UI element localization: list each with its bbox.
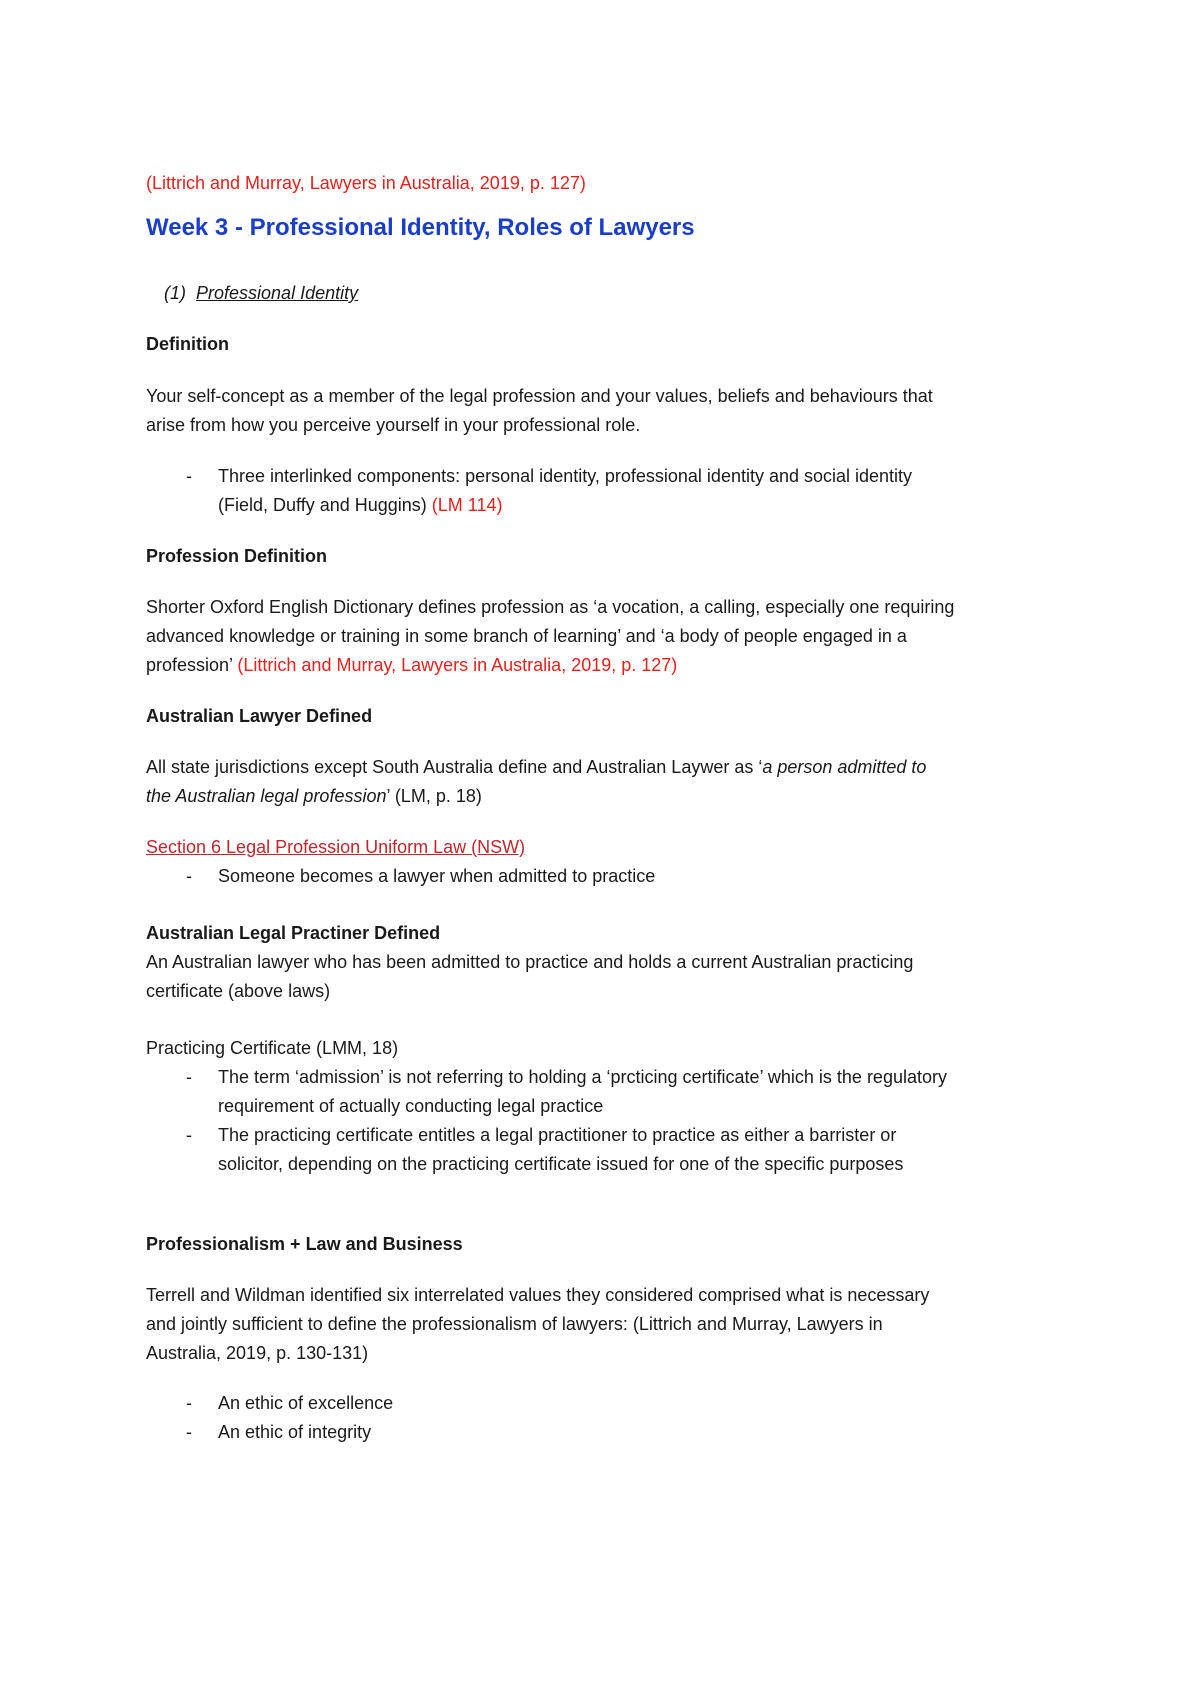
bullet-text: An ethic of excellence [218, 1393, 394, 1413]
section-number: (1) [164, 283, 186, 303]
quoted-definition: a person admitted to [762, 757, 927, 777]
bullet-text: The practicing certificate entitles a legal practitioner to practice as either a barrister or [218, 1125, 897, 1145]
legal-practitioner-heading: Australian Legal Practiner Defined [146, 923, 441, 943]
paragraph-line: advanced knowledge or training in some branch of learning’ and ‘a body of people engaged in a [146, 626, 907, 646]
bullet-continuation: requirement of actually conducting legal practice [218, 1096, 604, 1116]
australian-lawyer-heading: Australian Lawyer Defined [146, 706, 373, 726]
paragraph-line [146, 752, 926, 783]
paragraph-text: All state jurisdictions except South Australia define and Australian Laywer as ‘ [146, 757, 763, 777]
definition-heading: Definition [146, 334, 229, 354]
paragraph-line: certificate (above laws) [146, 981, 331, 1001]
bullet-text: Someone becomes a lawyer when admitted to practice [218, 866, 656, 886]
bullet-dash: - [186, 866, 192, 886]
paragraph-text: ’ (LM, p. 18) [386, 786, 482, 806]
paragraph-text: profession’ [146, 655, 233, 675]
bullet-text: (Field, Duffy and Huggins) [218, 495, 427, 515]
bullet-dash: - [186, 1067, 192, 1087]
bullet-dash: - [186, 1422, 192, 1442]
bullet-dash: - [186, 466, 192, 486]
bullet-continuation [218, 490, 503, 521]
section-label: Professional Identity [196, 283, 359, 303]
bullet-dash: - [186, 1125, 192, 1145]
professionalism-heading: Professionalism + Law and Business [146, 1234, 463, 1254]
bullet-text: The term ‘admission’ is not referring to holding a ‘prcticing certificate’ which is the regulatory [218, 1067, 947, 1087]
bullet-text: An ethic of integrity [218, 1422, 372, 1442]
page-title: Week 3 - Professional Identity, Roles of Lawyers [146, 214, 695, 241]
paragraph-line: Australia, 2019, p. 130-131) [146, 1343, 369, 1363]
paragraph-line [146, 650, 677, 681]
bullet-dash: - [186, 1393, 192, 1413]
paragraph-line: Shorter Oxford English Dictionary defines profession as ‘a vocation, a calling, especially one requiring [146, 597, 955, 617]
header-reference: (Littrich and Murray, Lawyers in Australia, 2019, p. 127) [146, 173, 586, 193]
reference-citation: (Littrich and Murray, Lawyers in Australia, 2019, p. 127) [237, 655, 678, 675]
paragraph-line [146, 781, 482, 812]
quoted-definition: the Australian legal profession [146, 786, 387, 806]
reference-lm: (LM 114) [431, 495, 503, 515]
paragraph-line: and jointly sufficient to define the professionalism of lawyers: (Littrich and Murray, Lawyers in [146, 1314, 883, 1334]
paragraph-line: An Australian lawyer who has been admitted to practice and holds a current Australian practicing [146, 952, 914, 972]
section-heading-professional-identity [164, 278, 358, 309]
bullet-continuation: solicitor, depending on the practicing certificate issued for one of the specific purposes [218, 1154, 904, 1174]
practicing-certificate-heading: Practicing Certificate (LMM, 18) [146, 1038, 399, 1058]
bullet-text: Three interlinked components: personal identity, professional identity and social identity [218, 466, 913, 486]
definition-text-line: Your self-concept as a member of the legal profession and your values, beliefs and behaviours that [146, 386, 933, 406]
section-6-link[interactable]: Section 6 Legal Profession Uniform Law (NSW) [146, 837, 526, 857]
profession-definition-heading: Profession Definition [146, 546, 328, 566]
definition-text-line: arise from how you perceive yourself in your professional role. [146, 415, 641, 435]
paragraph-line: Terrell and Wildman identified six interrelated values they considered comprised what is necessary [146, 1285, 930, 1305]
